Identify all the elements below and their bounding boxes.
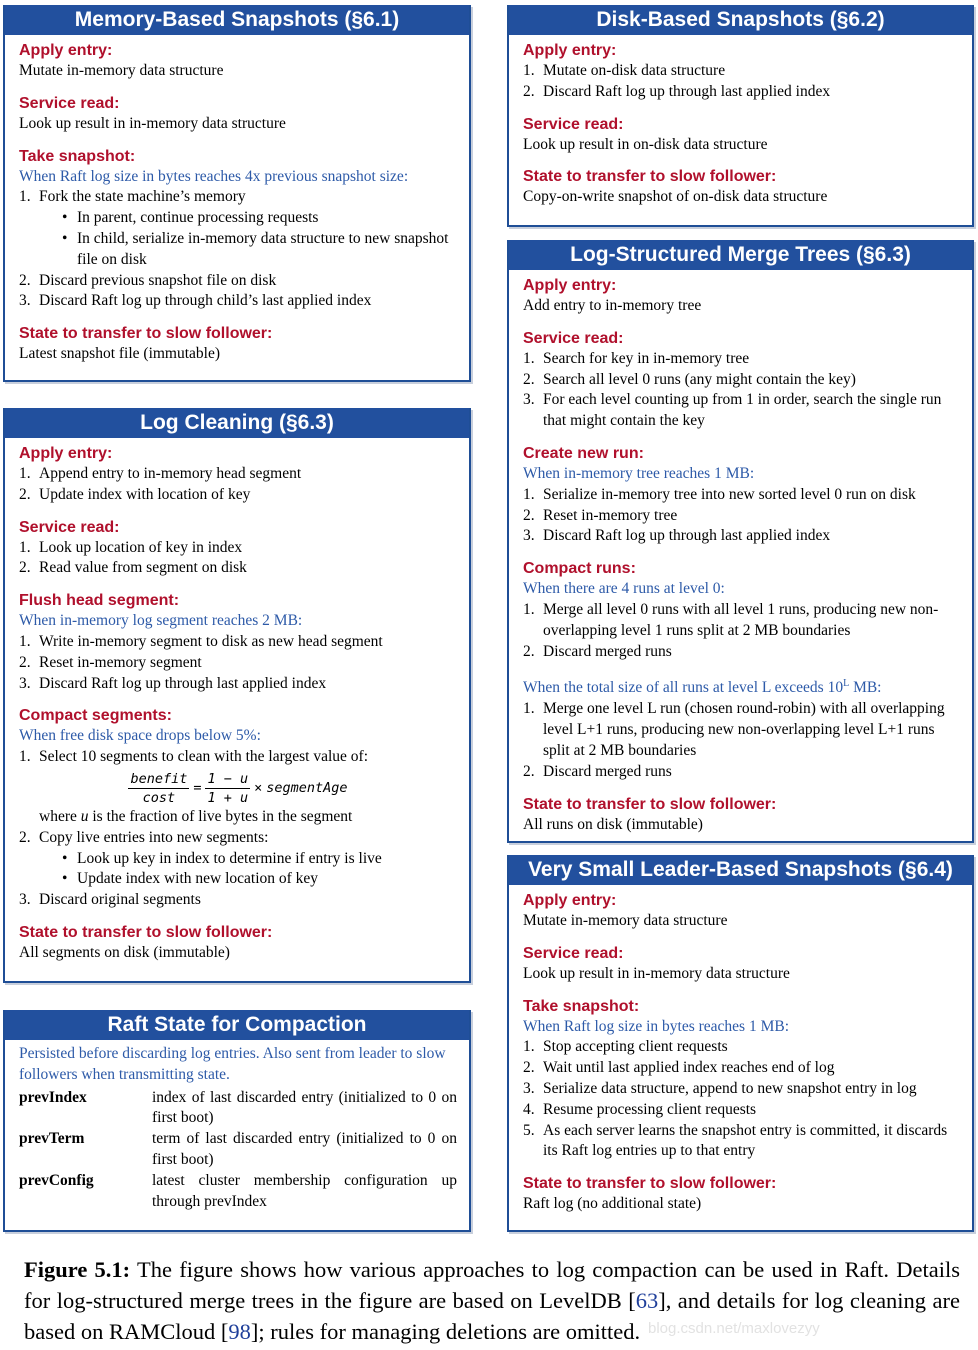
bullet-item: • Update index with new location of key (62, 870, 319, 888)
heading: State to transfer to slow follower: (523, 795, 777, 813)
list-item: 1. Search for key in in-memory tree (523, 349, 750, 367)
formula-times: × (254, 780, 263, 797)
text: Look up result in on-disk data structure (523, 135, 768, 153)
bullet-item: • In parent, continue processing requests (62, 209, 319, 227)
heading: Apply entry: (19, 42, 113, 59)
heading: Compact runs: (523, 560, 636, 578)
heading: Service read: (523, 329, 624, 347)
list-item: 2. Update index with location of key (19, 485, 251, 503)
bullet-item: • In child, serialize in-memory data structure to new snapshot file on disk (62, 229, 449, 268)
list-item: 1. Serialize in-memory tree into new sorted level 0 run on disk (523, 485, 916, 503)
list-item: 3. Discard Raft log up through child’s last applied index (19, 292, 372, 310)
condition: When in-memory log segment reaches 2 MB: (19, 612, 303, 630)
formula-equals: = (193, 780, 202, 797)
list-item: 1. Merge all level 0 runs with all level 1 runs, producing new non-overlapping level 1 runs split at 2 MB boundaries (523, 600, 939, 639)
bullet-item: • Look up key in index to determine if entry is live (62, 849, 382, 867)
heading: Service read: (523, 944, 624, 962)
list-item: 3. Discard Raft log up through last applied index (523, 527, 831, 545)
list-item: 1. Select 10 segments to clean with the largest value of: (19, 748, 368, 766)
disk-snapshots-box (507, 5, 974, 227)
list-item: 1. Look up location of key in index (19, 538, 243, 556)
heading: Take snapshot: (19, 147, 136, 165)
heading: Service read: (19, 94, 120, 112)
table-row: prevTerm term of last discarded entry (initialized to 0 on first boot) (19, 1130, 457, 1168)
list-item: 1. Write in-memory segment to disk as new head segment (19, 632, 383, 650)
heading: Apply entry: (523, 892, 617, 909)
list-item: 1. Mutate on-disk data structure (523, 62, 726, 79)
condition: When in-memory tree reaches 1 MB: (523, 464, 755, 482)
formula-benefit: benefit (130, 770, 188, 787)
text: Look up result in in-memory data structure (19, 114, 286, 132)
condition: When free disk space drops below 5%: (19, 727, 261, 745)
leader-snapshots-title: Very Small Leader-Based Snapshots (§6.4) (509, 855, 972, 885)
cleaning-formula (19, 770, 457, 807)
list-item: 2. Wait until last applied index reaches end of log (523, 1059, 835, 1077)
formula-denominator: 1 + u (207, 789, 249, 806)
list-item: 3. Discard Raft log up through last applied index (19, 674, 327, 692)
list-item: 2. Discard Raft log up through last applied index (523, 82, 831, 100)
list-item: 2. Discard previous snapshot file on disk (19, 271, 277, 289)
text: All segments on disk (immutable) (19, 943, 230, 961)
memory-snapshots-box (3, 5, 471, 382)
table-row: prevIndex index of last discarded entry (initialized to 0 on first boot) (19, 1088, 457, 1127)
list-item: 3. For each level counting up from 1 in order, search the single run that might contain the key (523, 391, 942, 430)
text: Mutate in-memory data structure (523, 912, 728, 929)
disk-snapshots-title: Disk-Based Snapshots (§6.2) (509, 5, 972, 35)
condition: When the total size of all runs at level L exceeds $10^L$ MB: (523, 678, 882, 697)
log-cleaning-title: Log Cleaning (§6.3) (5, 408, 469, 438)
condition: When Raft log size in bytes reaches 4x previous snapshot size: (19, 167, 409, 185)
table-row: prevConfig latest cluster membership configuration up through prevIndex (19, 1171, 457, 1210)
list-item: 2. Read value from segment on disk (19, 559, 247, 577)
text: Raft log (no additional state) (523, 1195, 702, 1213)
text: All runs on disk (immutable) (523, 815, 703, 833)
condition: When Raft log size in bytes reaches 1 MB: (523, 1017, 790, 1035)
list-item: 2. Discard merged runs (523, 762, 672, 780)
heading: Apply entry: (19, 445, 113, 462)
list-item: 3. Discard original segments (19, 891, 201, 909)
list-item: 2. Search all level 0 runs (any might contain the key) (523, 370, 856, 388)
heading: State to transfer to slow follower: (19, 923, 273, 941)
formula-note: where u is the fraction of live bytes in the segment (39, 807, 353, 825)
list-item: 3. Serialize data structure, append to new snapshot entry in log (523, 1079, 917, 1097)
heading: State to transfer to slow follower: (523, 168, 777, 186)
text: Latest snapshot file (immutable) (19, 345, 221, 363)
list-item: 1. Merge one level L run (chosen round-robin) with all overlapping level L+1 runs, producing new non-overlapping level L+1 runs split at 2 MB boundaries (523, 700, 945, 759)
heading: Create new run: (523, 444, 644, 462)
list-item: 1. Append entry to in-memory head segment (19, 465, 302, 482)
heading: Service read: (19, 518, 120, 536)
log-cleaning-box (3, 408, 471, 983)
raft-state-title: Raft State for Compaction (5, 1010, 469, 1040)
list-item: 2. Discard merged runs (523, 642, 672, 660)
text: Mutate in-memory data structure (19, 62, 224, 79)
raft-state-table (19, 1088, 457, 1213)
figure-caption: Figure 5.1: The figure shows how various approaches to log compaction can be used in Raft. Details for log-structured merge trees in the figure are based on LevelDB [63], and details for log cleaning are based on RAMCloud [98]; rules for managing deletions are omitted. (24, 1257, 960, 1344)
condition: When there are 4 runs at level 0: (523, 580, 725, 598)
list-item: 2. Reset in-memory segment (19, 653, 202, 671)
list-item: 1. Fork the state machine’s memory • In parent, continue processing requests • In child, serialize in-memory data structure to new snapshot file on disk (19, 187, 457, 270)
raft-state-description: Persisted before discarding log entries. Also sent from leader to slow followers when transmitting state. (19, 1045, 446, 1083)
formula-segment-age: segmentAge (266, 780, 348, 797)
text: Look up result in in-memory data structure (523, 964, 790, 982)
list-item: 2. Reset in-memory tree (523, 506, 678, 524)
list-item: 2. Copy live entries into new segments: • Look up key in index to determine if entry is live • Update index with new location of key (19, 828, 457, 890)
formula-cost: cost (142, 789, 176, 806)
heading: Flush head segment: (19, 592, 180, 610)
heading: Apply entry: (523, 42, 617, 59)
text: Add entry to in-memory tree (523, 297, 702, 314)
memory-snapshots-title: Memory-Based Snapshots (§6.1) (5, 5, 469, 35)
raft-state-box (3, 1010, 471, 1232)
heading: Take snapshot: (523, 997, 640, 1015)
list-item: 4. Resume processing client requests (523, 1100, 757, 1118)
heading: State to transfer to slow follower: (19, 325, 273, 343)
leader-snapshots-box (507, 855, 974, 1232)
formula-numerator: 1 − u (207, 770, 249, 787)
heading: Service read: (523, 115, 624, 133)
heading: Apply entry: (523, 277, 617, 294)
text: Copy-on-write snapshot of on-disk data structure (523, 188, 828, 206)
lsm-trees-title: Log-Structured Merge Trees (§6.3) (509, 240, 972, 270)
list-item: 5. As each server learns the snapshot entry is committed, it discards its Raft log entries up to that entry (523, 1121, 948, 1160)
lsm-trees-box (507, 240, 974, 843)
citation-link[interactable]: 63 (635, 1288, 659, 1313)
watermark: blog.csdn.net/maxlovezyy (648, 1320, 820, 1337)
heading: State to transfer to slow follower: (523, 1175, 777, 1193)
list-item: 1. Stop accepting client requests (523, 1038, 728, 1056)
citation-link[interactable]: 98 (228, 1319, 251, 1344)
figure-label: Figure 5.1: (24, 1257, 131, 1282)
heading: Compact segments: (19, 707, 172, 725)
